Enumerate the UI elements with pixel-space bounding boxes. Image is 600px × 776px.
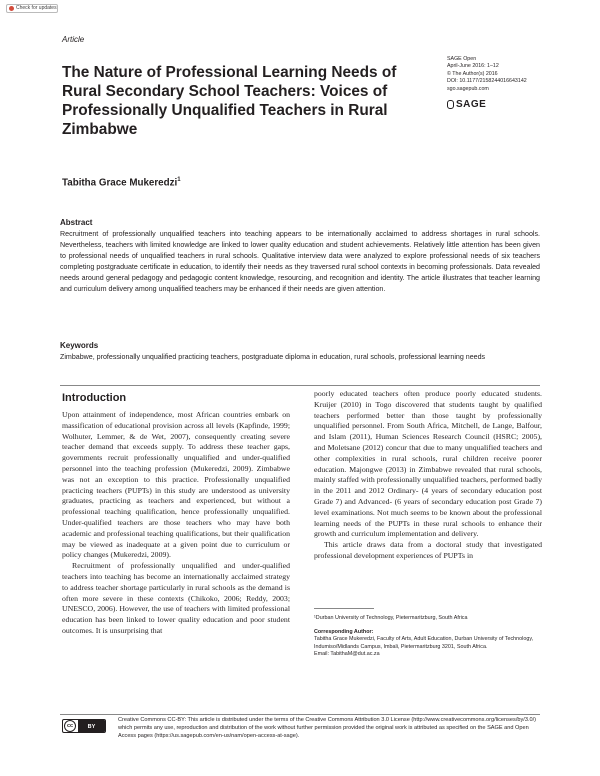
right-column (314, 389, 542, 562)
body-paragraph: This article draws data from a doctoral study that investigated professional development experiences of PUPTs in (314, 540, 542, 560)
author-line (62, 177, 181, 188)
keywords-heading: Keywords (60, 341, 99, 350)
by-label: BY (78, 720, 105, 732)
body-paragraph: poorly educated teachers often produce poorly educated students. Kruijer (2010) in Togo discovered that students taught by qualified teachers performed better than those taught by professionally unqualified personnel. From South Africa, Mitchell, de Lange, Balfour, and Islam (2011), Human Sciences Research Council (HSRC; 2005), and Moletsane (2012) concur that due to many unqualified teachers and other complexities in rural schools, rural children receive poorer education. Majongwe (2013) in Zimbabwe revealed that rural schools, mainly staffed with professionally unqualified teachers, performed badly in the 2011 and 2012 Ordinary- (4 years of secondary education post Grade 7) and Advanced- (6 years of secondary education post Grade 7) level examinations. Not much seems to be known about the professional learning needs of the PUPTs in these rural schools to enhance their growth and curriculum implementation and delivery. (314, 389, 542, 539)
affiliation-note: ¹Durban University of Technology, Pietermaritzburg, South Africa (314, 615, 468, 621)
introduction-heading: Introduction (62, 392, 127, 404)
article-title: The Nature of Professional Learning Needs of Rural Secondary School Teachers: Voices of Professionally Unqualified Teachers in Rural Zimbabwe (62, 64, 397, 138)
footnote-block (314, 615, 542, 659)
sage-logo (447, 99, 486, 110)
corresponding-author-text: Tabitha Grace Mukeredzi, Faculty of Arts, Adult Education, Durban University of Technology, Indumiso/Midlands Campus, Imbali, Pietermaritzburg 3201, South Africa. (314, 636, 534, 650)
copyright: © The Author(s) 2016 (447, 70, 498, 77)
journal-issue: April-June 2016: 1–12 (447, 63, 499, 70)
check-for-updates-badge[interactable] (6, 4, 58, 13)
left-column (62, 410, 290, 637)
sage-logo-icon (447, 100, 454, 109)
corresponding-email[interactable]: Email: TabithaM@dut.ac.za (314, 651, 380, 657)
update-icon (9, 6, 14, 11)
check-for-updates-label: Check for updates (16, 5, 57, 11)
author-name: Tabitha Grace Mukeredzi (62, 177, 178, 189)
journal-site[interactable]: sgo.sagepub.com (447, 85, 489, 92)
keywords-text: Zimbabwe, professionally unqualified practicing teachers, postgraduate diploma in education, rural schools, professional learning needs (60, 353, 486, 361)
divider (60, 385, 540, 386)
body-paragraph: Upon attainment of independence, most African countries embark on massification of educational provision across all levels (Kapfinde, 1999; Wolhuter, Lemmer, & de Wet, 2007), consequently creating severe teacher demand that exceeds supply. To address these teacher gaps, governments recruit professionally unqualified and under-qualified personnel into the teaching profession (Mukeredzi, 2009). Zimbabwe was not an exception to this practice. Professionally unqualified practicing teachers (PUPTs) in this study are understood as university graduates, practicing as teachers and experienced, but without a professional teaching qualification, hence professionally unqualified. Under-qualified teachers are those teachers who may have both academic and professional teaching qualifications, but their qualification may be viewed as inadequate at a given point due to curriculum or policy changes (Mukeredzi, 2009). (62, 410, 290, 560)
article-type-label: Article (62, 35, 85, 44)
sage-logo-text: SAGE (456, 99, 487, 110)
footnote-divider (314, 608, 374, 609)
keywords-section (60, 341, 540, 363)
doi[interactable]: DOI: 10.1177/2158244016643142 (447, 78, 527, 85)
body-paragraph: Recruitment of professionally unqualified and under-qualified teachers into teaching has become an internationally acclaimed strategy to address teacher shortage particularly in rural schools as the demand is often more severe in these contexts (Chikoko, 2006; Reddy, 2003; UNESCO, 2006). However, the use of teachers with limited professional education has been linked to lower quality education and poor student outcomes. It is unsurprising that (62, 561, 290, 635)
cc-by-badge[interactable] (62, 719, 106, 733)
license-divider (60, 714, 540, 715)
license-text: Creative Commons CC-BY: This article is distributed under the terms of the Creative Commons Attribution 3.0 License (http://www.creativecommons.org/licenses/by/3.0/) which permits any use, reproduction and distribution of the work without further permission provided the original work is attributed as specified on the SAGE and Open Access pages (https://us.sagepub.com/en-us/nam/open-access-at-sage). (118, 717, 537, 739)
abstract-section (60, 218, 540, 295)
abstract-text: Recruitment of professionally unqualified teachers into teaching appears to be internationally acclaimed to address shortages in rural schools. Nevertheless, teachers with limited knowledge are linked to lower quality education and student achievements. Relatively little attention has been given to professional needs of unqualified teachers in rural schools. Qualitative interview data were analyzed to explore professional needs of six teachers completing postgraduate certificate in education, to identify their needs as they traversed rural school contexts in becoming professionals. Data revealed needs around general pedagogy and pedagogic content knowledge, resourcing, and recognition and identity. The article illustrates that teacher learning and curriculum delivery among unqualified teachers may be enhanced if their needs are given attention. (60, 230, 540, 293)
journal-name: SAGE Open (447, 56, 477, 62)
corresponding-author-heading: Corresponding Author: (314, 628, 374, 635)
abstract-heading: Abstract (60, 218, 93, 227)
affiliation-mark: 1 (177, 177, 181, 183)
creative-commons-icon: cc (64, 720, 76, 732)
journal-meta (447, 56, 557, 93)
